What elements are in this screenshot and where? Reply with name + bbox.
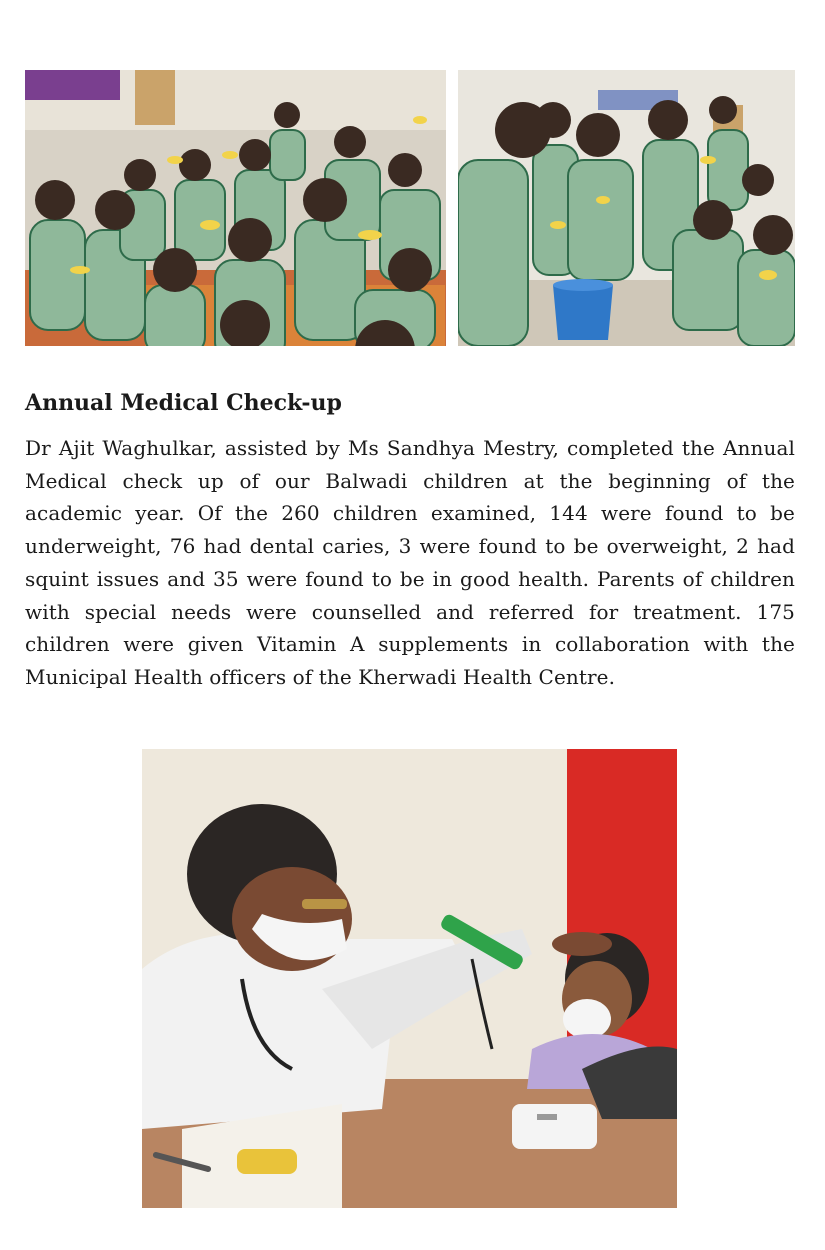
- children-eating-photo: [25, 70, 446, 346]
- section-body-text: Dr Ajit Waghulkar, assisted by Ms Sandhya Mestry, completed the Annual Medical check up of our Balwadi children at the beginning of the academic year. Of the 260 children examined, 144 were found to be underweight, 76 had dental caries, 3 were found to be overweight, 2 had squint issues and 35 were found to be in good health. Parents of children with special needs were counselled and referred for treatment. 175 children were given Vitamin A supplements in collaboration with the Municipal Health officers of the Kherwadi Health Centre.: [25, 436, 795, 689]
- children-standing-with-bananas-photo-icon: [458, 70, 795, 346]
- section-heading: Annual Medical Check-up: [25, 390, 342, 416]
- doctor-examining-child-photo-icon: [142, 749, 677, 1208]
- children-standing-photo: [458, 70, 795, 346]
- doctor-examination-photo: [142, 749, 677, 1208]
- children-eating-bananas-photo-icon: [25, 70, 446, 346]
